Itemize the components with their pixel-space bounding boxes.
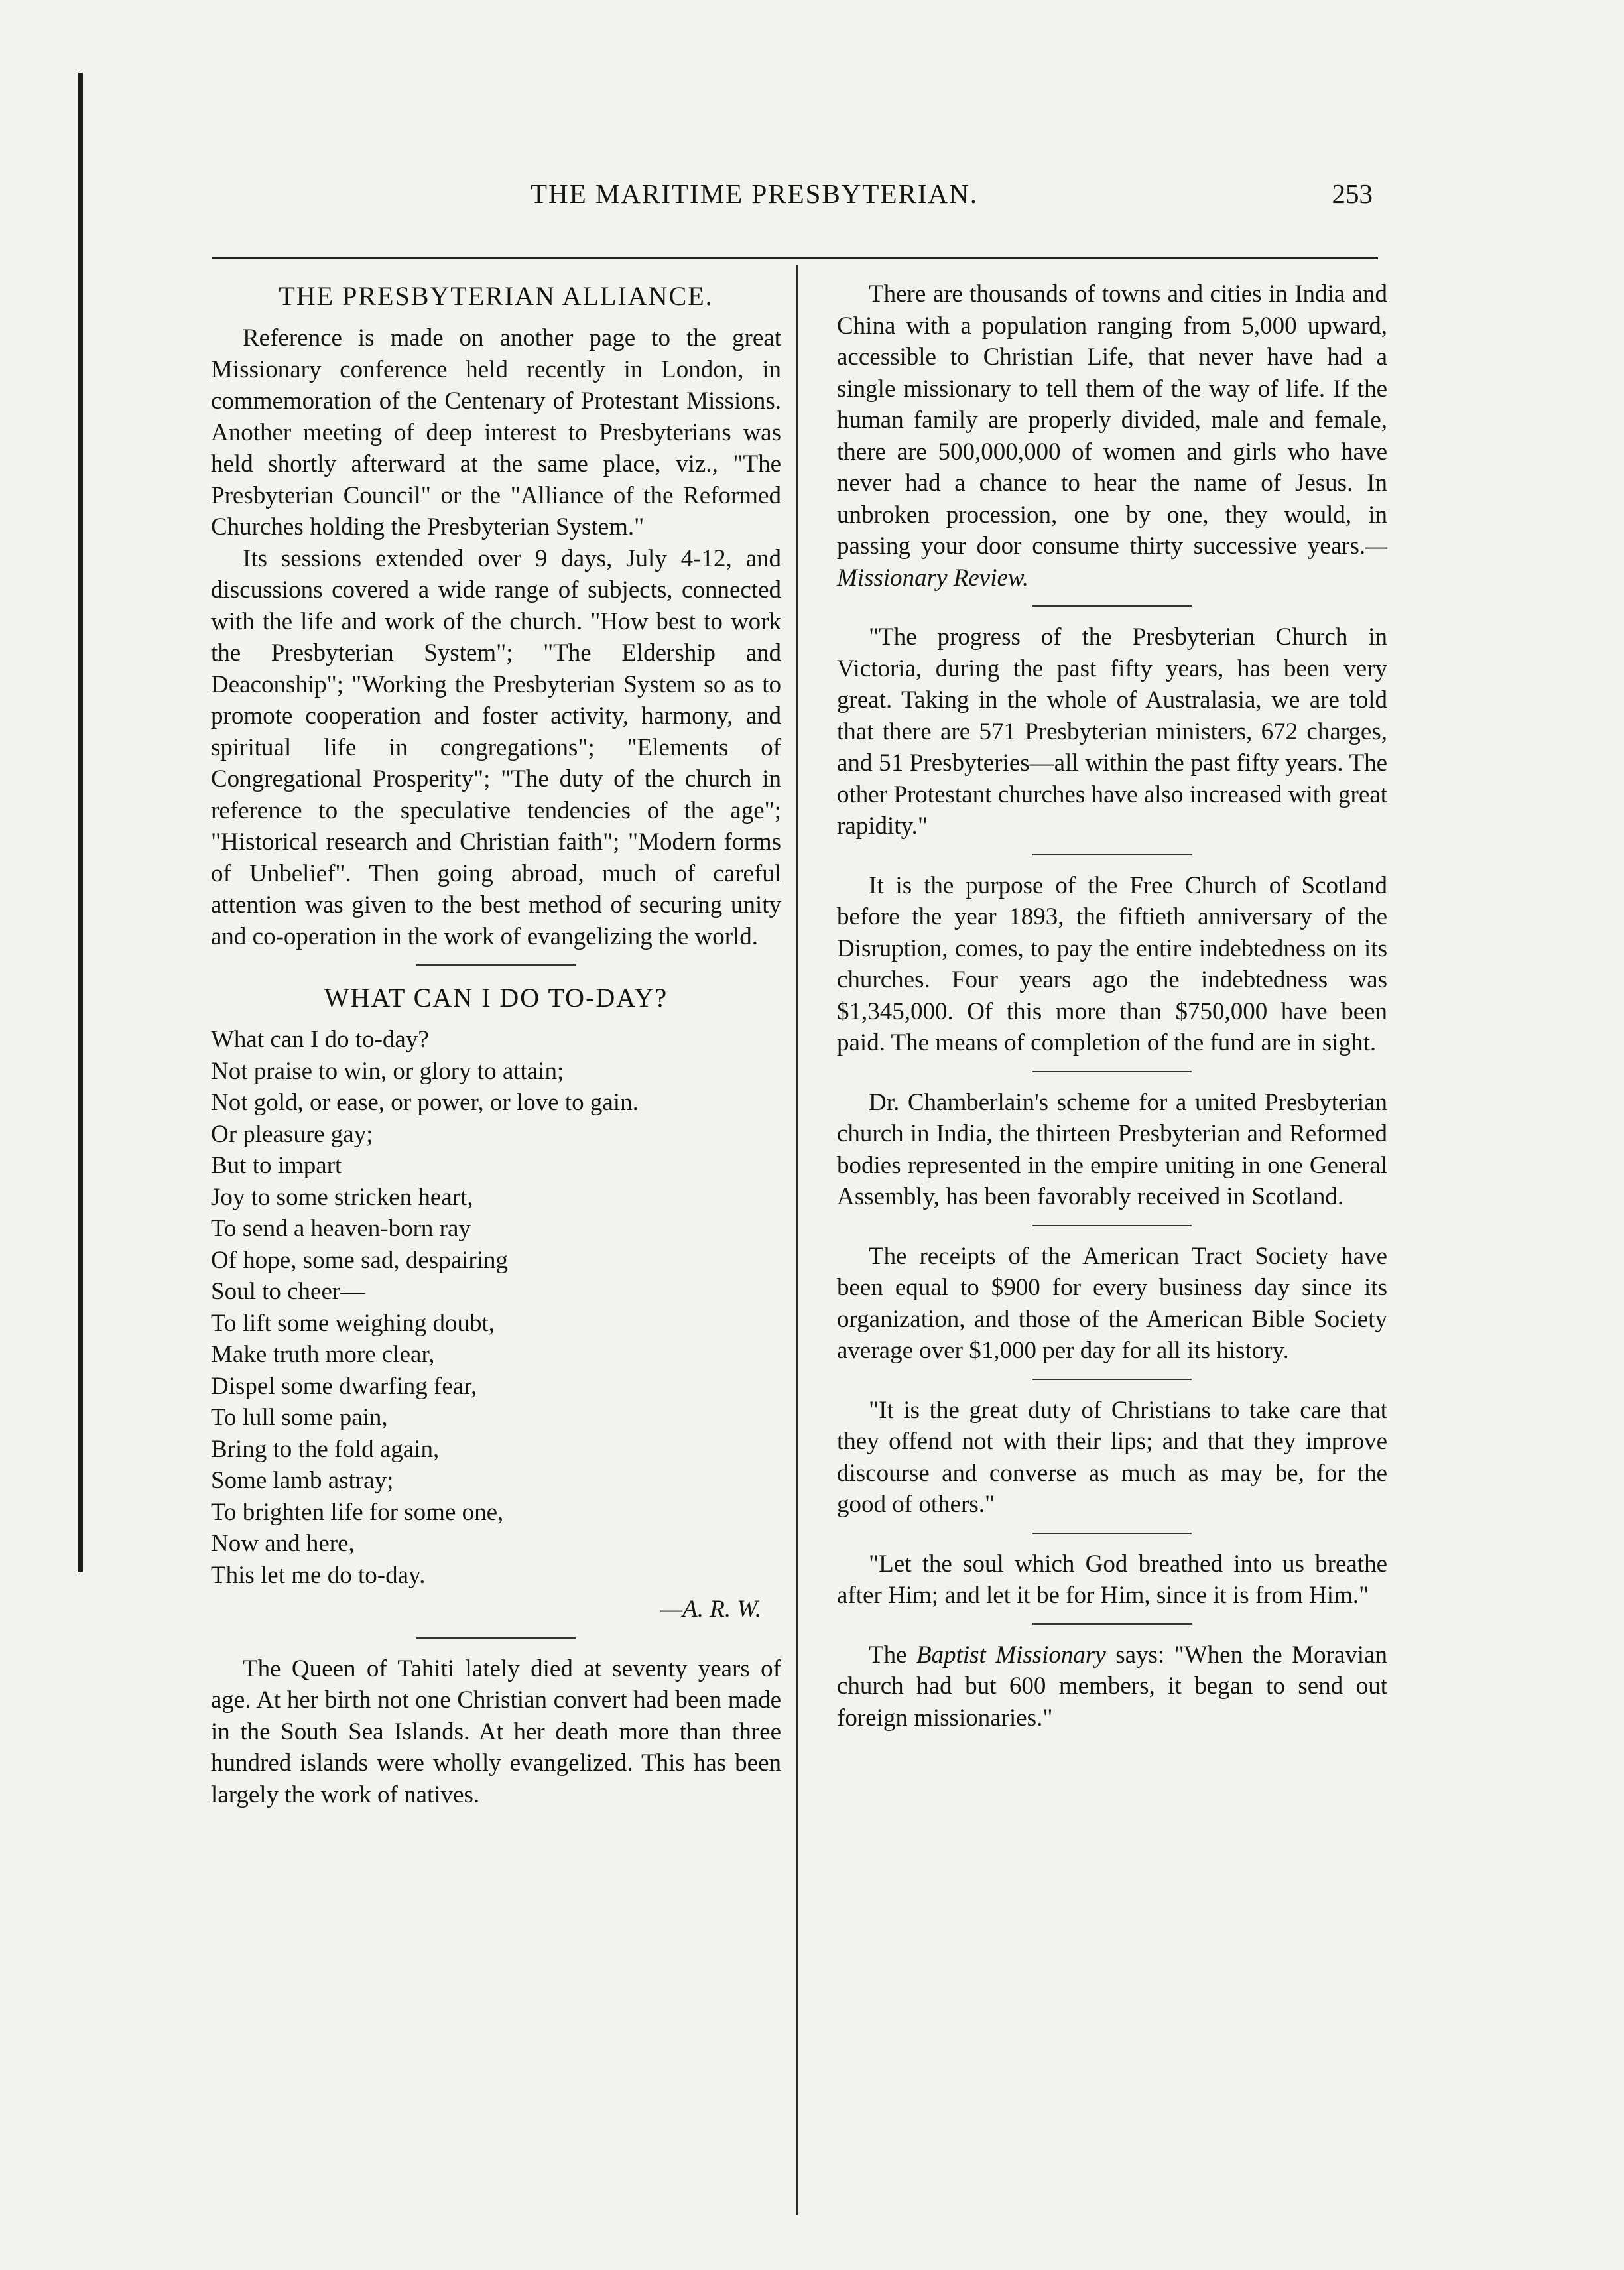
poem-line: Some lamb astray; — [211, 1467, 394, 1494]
alliance-paragraph-2: Its sessions extended over 9 days, July 4-12, and discussions covered a wide range of subjects, connected with the life and work of the church. "How best to work the Presbyterian System"; "The Eldership and Deaconship"; "Working the Presbyterian System so as to promote cooperation and foster activity, harmony, and spiritual life in congregations"; "Elements of Congregational Prosperity"; "The duty of the church in reference to the speculative tendencies of the age"; "Historical research and Christian faith"; "Modern forms of Unbelief". Then going abroad, much of careful attention was given to the best method of securing unity and co-operation in the work of evangelizing the world. — [211, 544, 781, 950]
poem-line: To brighten life for some one, — [211, 1498, 504, 1526]
running-title: THE MARITIME PRESBYTERIAN. — [531, 178, 978, 209]
poem-line: Now and here, — [211, 1530, 355, 1557]
right-column — [837, 279, 1387, 1734]
india-text: There are thousands of towns and cities in India and China with a population ranging from 5,000 upward, accessible to Christian Life, that never have had a single missionary to tell them of the way of life. If the human family are properly divided, male and female, there are 500,000,000 of women and girls who have never had a chance to hear the name of Jesus. In unbroken procession, one by one, they would, in passing your door consume thirty successive years. — [837, 281, 1387, 560]
section-rule — [1032, 854, 1192, 855]
alliance-paragraph-1: Reference is made on another page to the great Missionary conference held recently in London, in commemoration of the Centenary of Protestant Missions. Another meeting of deep interest to Presbyterians was held shortly afterward at the same place, viz., "The Presbyterian Council" or the "Alliance of the Reformed Churches holding the Presbyterian System." — [211, 324, 781, 540]
poem-signature: —A. R. W. — [660, 1596, 761, 1623]
section-rule — [1032, 1623, 1192, 1625]
tahiti-paragraph: The Queen of Tahiti lately died at seventy years of age. At her birth not one Christian convert had been made in the South Sea Islands. At her death more than three hundred islands were wholly evangelized. This has been largely the work of natives. — [211, 1655, 781, 1808]
section-rule — [1032, 1379, 1192, 1380]
header-rule — [212, 257, 1378, 259]
poem-line: Or pleasure gay; — [211, 1120, 373, 1148]
poem-line: Of hope, some sad, despairing — [211, 1246, 509, 1274]
poem-line: Dispel some dwarfing fear, — [211, 1372, 477, 1400]
soul-paragraph: "Let the soul which God breathed into us breathe after Him; and let it be for Him, since it is from Him." — [837, 1550, 1387, 1609]
section-rule — [1032, 1225, 1192, 1226]
baptist-text: says: "When the Moravian church had but 600 members, it began to send out foreign missionaries." — [837, 1641, 1387, 1732]
poem-line: To lull some pain, — [211, 1404, 388, 1431]
poem-line: Joy to some stricken heart, — [211, 1183, 473, 1211]
poem-line: This let me do to-day. — [211, 1561, 426, 1589]
column-divider — [796, 265, 798, 2215]
victoria-paragraph: "The progress of the Presbyterian Church in Victoria, during the past fifty years, has been very great. Taking in the whole of Australasia, we are told that there are 571 Presbyterian ministers, 672 charges, and 51 Presbyteries—all within the past fifty years. The other Protestant churches have also increased with great rapidity." — [837, 623, 1387, 840]
poem-line: Not praise to win, or glory to attain; — [211, 1057, 564, 1085]
left-column — [211, 279, 781, 1810]
poem-line: To send a heaven-born ray — [211, 1215, 471, 1242]
page-binding-edge — [78, 73, 83, 1572]
poem-line: Bring to the fold again, — [211, 1435, 440, 1463]
tract-society-paragraph: The receipts of the American Tract Society have been equal to $900 for every business day since its organization, and those of the American Bible Society average over $1,000 per day for all its history. — [837, 1242, 1387, 1364]
baptist-source: Baptist Missionary — [916, 1641, 1106, 1669]
poem-heading: WHAT CAN I DO TO-DAY? — [324, 983, 668, 1013]
section-rule — [416, 1637, 576, 1639]
section-rule — [416, 964, 576, 966]
page-header — [199, 178, 1379, 224]
section-rule — [1032, 605, 1192, 607]
free-church-paragraph: It is the purpose of the Free Church of Scotland before the year 1893, the fiftieth anniversary of the Disruption, comes, to pay the entire indebtedness on its churches. Four years ago the indebtedness was $1,345,000. Of this more than $750,000 have been paid. The means of completion of the fund are in sight. — [837, 871, 1387, 1056]
india-citation: —Missionary Review. — [837, 533, 1387, 592]
page-number: 253 — [1332, 178, 1373, 209]
poem-line: Make truth more clear, — [211, 1341, 435, 1368]
christians-duty-paragraph: "It is the great duty of Christians to take care that they offend not with their lips; and that they improve discourse and converse as much as may be, for the good of others." — [837, 1396, 1387, 1518]
poem-line: Soul to cheer— — [211, 1278, 365, 1305]
poem-line: But to impart — [211, 1152, 342, 1179]
section-rule — [1032, 1533, 1192, 1534]
poem-line: To lift some weighing doubt, — [211, 1309, 495, 1337]
section-rule — [1032, 1071, 1192, 1072]
poem-line: What can I do to-day? — [211, 1026, 429, 1053]
alliance-heading: THE PRESBYTERIAN ALLIANCE. — [279, 281, 714, 311]
chamberlain-paragraph: Dr. Chamberlain's scheme for a united Presbyterian church in India, the thirteen Presbyterian and Reformed bodies represented in the empire uniting in one General Assembly, has been favorably received in Scotland. — [837, 1088, 1387, 1210]
poem-line: Not gold, or ease, or power, or love to gain. — [211, 1089, 639, 1116]
baptist-paragraph — [837, 1639, 1387, 1734]
baptist-prefix: The — [869, 1641, 907, 1669]
india-paragraph — [837, 279, 1387, 594]
poem — [211, 1024, 781, 1591]
